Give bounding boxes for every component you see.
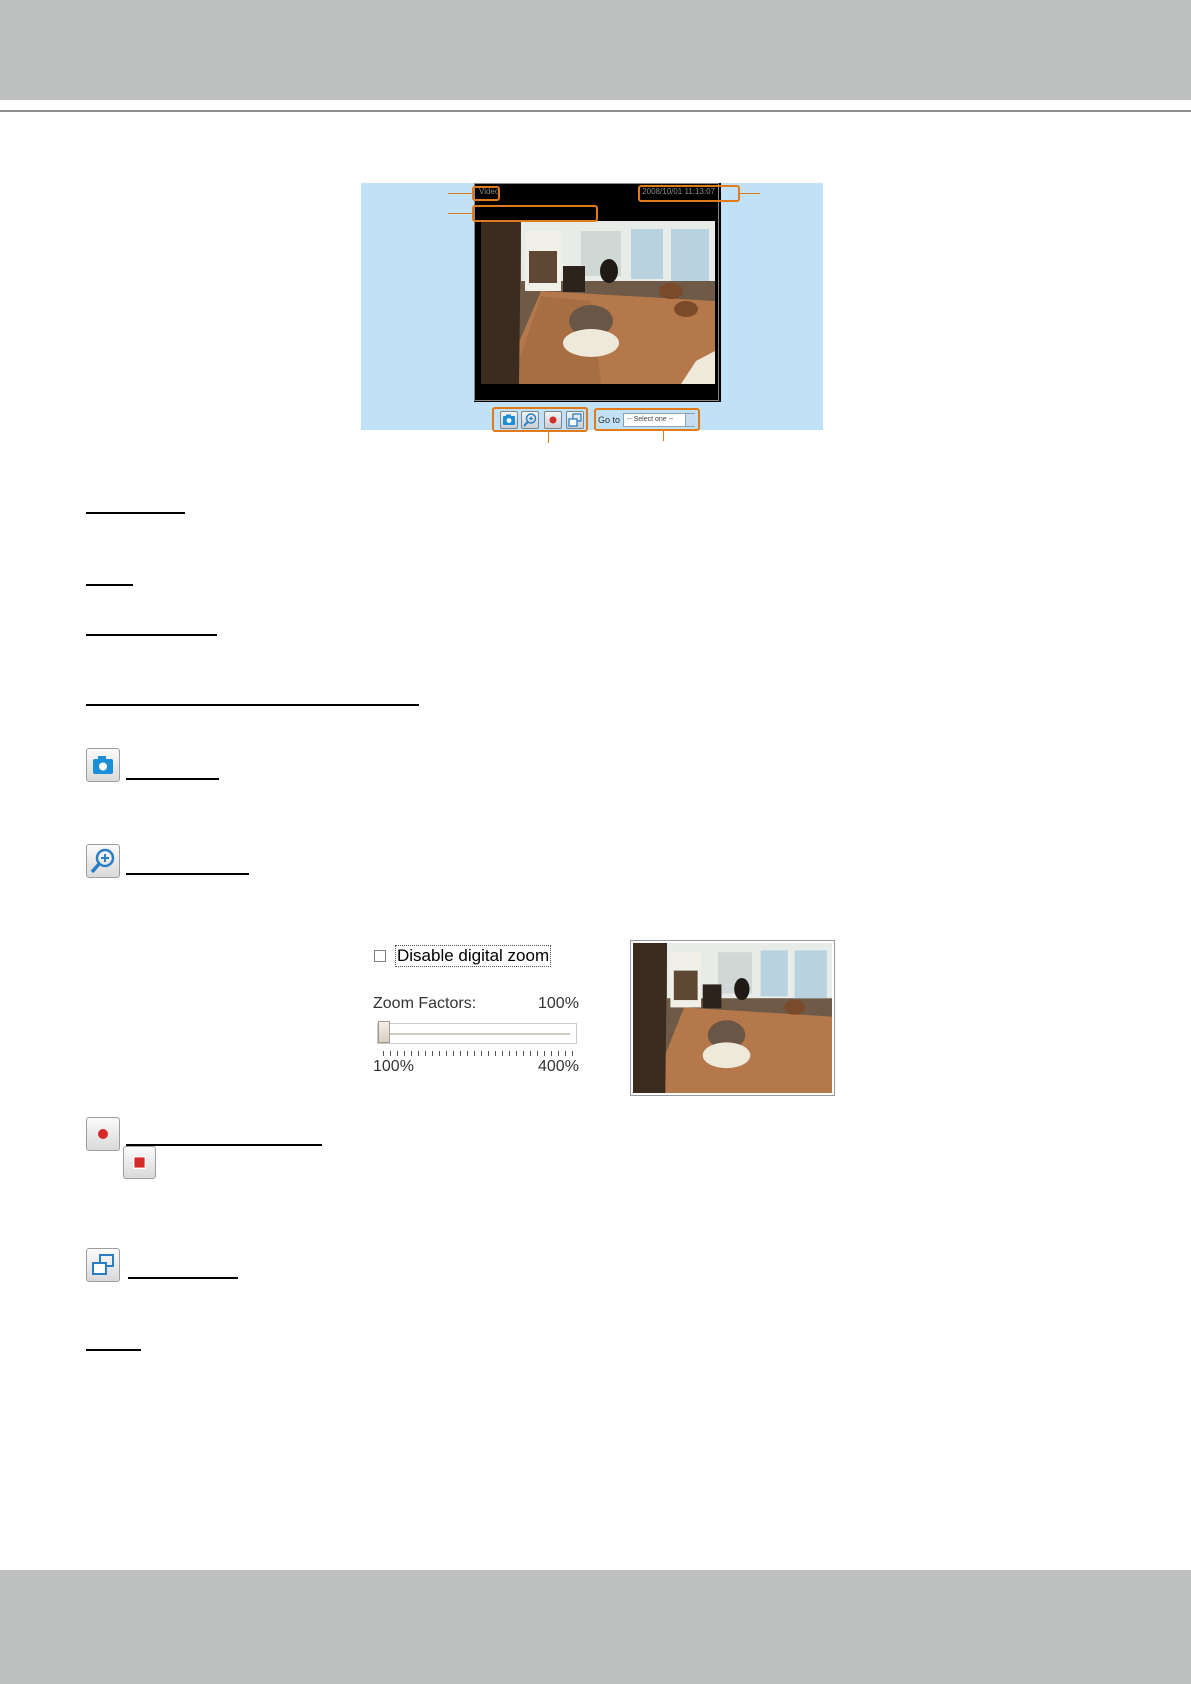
zoom-min-label: 100%	[373, 1058, 414, 1075]
snapshot-section-icon	[86, 748, 120, 782]
zoom-factors-value: 100%	[538, 995, 579, 1012]
live-view-figure	[361, 183, 823, 430]
section-heading-underline	[86, 1349, 141, 1351]
leader-line	[548, 432, 549, 443]
callout-video-title	[472, 186, 500, 201]
leader-line	[663, 431, 664, 441]
callout-control-buttons	[492, 407, 588, 432]
leader-line	[448, 193, 472, 194]
zoom-slider-ticks	[383, 1051, 573, 1057]
section-heading-underline	[86, 634, 217, 636]
section-heading-underline	[86, 584, 133, 586]
living-room-image	[481, 221, 715, 384]
stop-section-icon	[123, 1146, 156, 1179]
section-heading-underline	[126, 873, 249, 875]
footer-band	[0, 1570, 1191, 1684]
section-heading-underline	[126, 1144, 322, 1146]
zoom-slider-track[interactable]	[377, 1023, 577, 1044]
goto-selected-value: -- Select one --	[627, 416, 674, 423]
section-heading-underline	[126, 778, 219, 780]
video-title: Video	[479, 187, 500, 196]
leader-line	[448, 213, 472, 214]
digital-zoom-section-icon	[86, 844, 120, 878]
disable-zoom-checkbox[interactable]	[374, 950, 386, 962]
camera-icon	[87, 749, 119, 781]
disable-zoom-label[interactable]: Disable digital zoom	[397, 946, 550, 965]
section-heading-underline	[128, 1277, 238, 1279]
zoom-factors-label: Zoom Factors:	[373, 995, 477, 1012]
zoom-max-label: 400%	[538, 1058, 579, 1075]
living-room-image	[633, 943, 832, 1093]
section-heading-underline	[86, 512, 185, 514]
fullscreen-icon	[87, 1249, 119, 1281]
video-stream	[481, 221, 715, 384]
zoom-preview	[630, 940, 835, 1096]
fullscreen-section-icon	[86, 1248, 120, 1282]
stop-icon	[124, 1147, 155, 1178]
goto-label: Go to	[598, 415, 621, 425]
section-heading-underline	[86, 704, 419, 706]
leader-line	[740, 193, 760, 194]
header-rule	[0, 110, 1191, 112]
zoom-slider-groove	[384, 1033, 570, 1035]
header-band	[0, 0, 1191, 100]
callout-caption	[472, 205, 598, 222]
video-timestamp: 2008/10/01 11:13:07	[642, 187, 715, 196]
callout-timestamp	[638, 185, 740, 202]
zoom-slider-thumb[interactable]	[378, 1021, 390, 1043]
zoom-in-icon	[87, 845, 119, 877]
record-icon	[87, 1118, 119, 1150]
callout-goto	[594, 408, 700, 431]
record-section-icon	[86, 1117, 120, 1151]
